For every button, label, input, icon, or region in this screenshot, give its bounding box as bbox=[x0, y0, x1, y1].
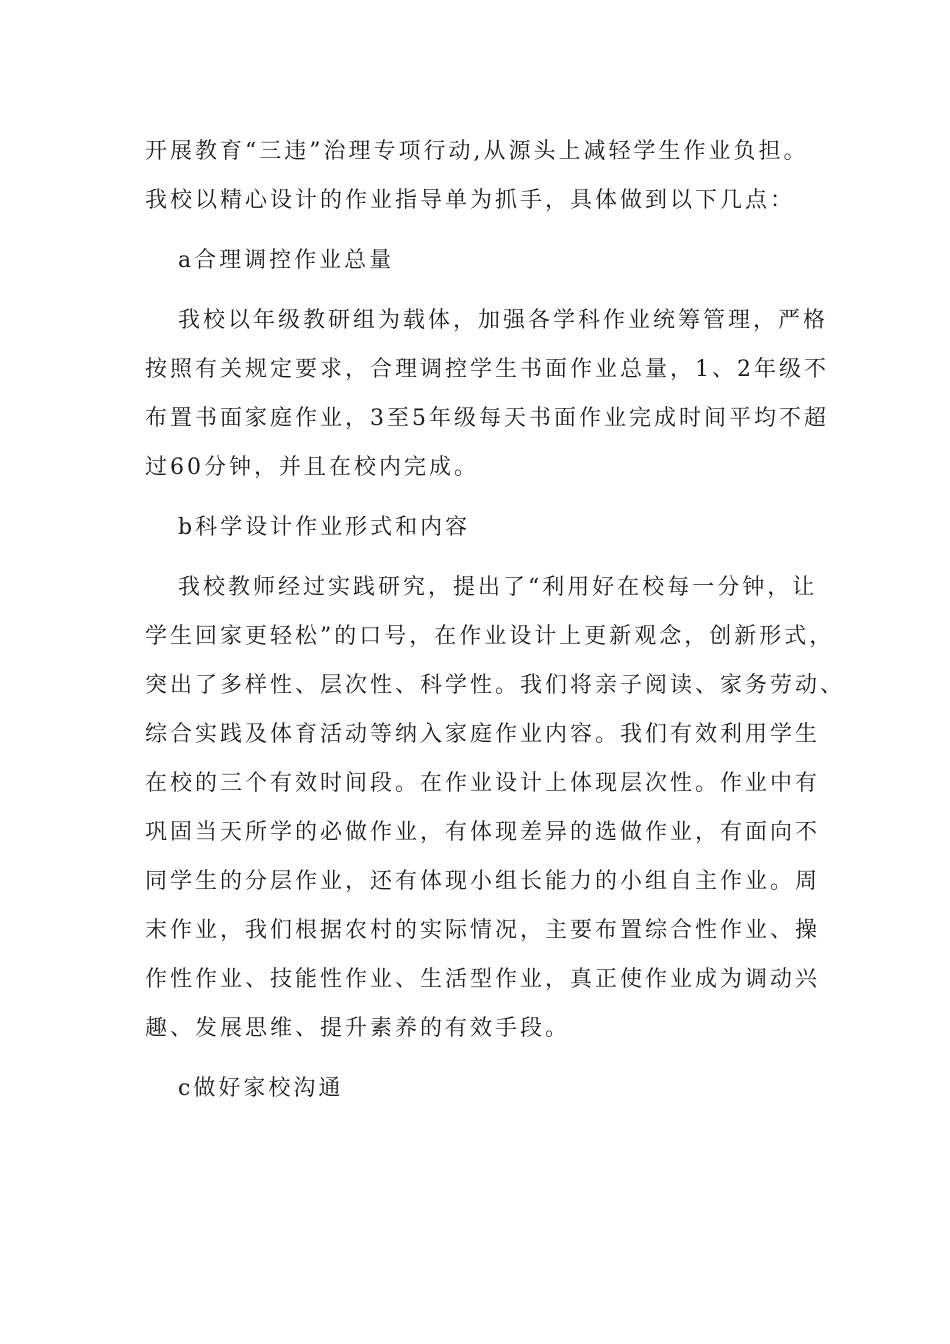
section-heading-a: a合理调控作业总量 bbox=[178, 248, 395, 273]
paragraph-line: 按照有关规定要求，合理调控学生书面作业总量，1、2年级不 bbox=[145, 357, 829, 382]
paragraph-line: 作性作业、技能性作业、生活型作业，真正使作业成为调动兴 bbox=[145, 967, 821, 992]
paragraph-line: 同学生的分层作业，还有体现小组长能力的小组自主作业。周 bbox=[145, 869, 821, 894]
paragraph-line: 突出了多样性、层次性、科学性。我们将亲子阅读、家务劳动、 bbox=[145, 673, 846, 698]
paragraph-line: 趣、发展思维、提升素养的有效手段。 bbox=[145, 1016, 571, 1041]
paragraph-line: 末作业，我们根据农村的实际情况，主要布置综合性作业、操 bbox=[145, 918, 821, 943]
section-heading-c: c做好家校沟通 bbox=[178, 1076, 344, 1101]
paragraph-line: 过60分钟，并且在校内完成。 bbox=[145, 455, 479, 480]
paragraph-line: 布置书面家庭作业，3至5年级每天书面作业完成时间平均不超 bbox=[145, 406, 829, 431]
paragraph-line: 在校的三个有效时间段。在作业设计上体现层次性。作业中有 bbox=[145, 771, 821, 796]
paragraph-line: 我校以精心设计的作业指导单为抓手，具体做到以下几点： bbox=[145, 188, 796, 213]
section-heading-b: b科学设计作业形式和内容 bbox=[178, 515, 471, 540]
paragraph-line: 学生回家更轻松”的口号，在作业设计上更新观念，创新形式， bbox=[145, 624, 835, 649]
paragraph-line: 巩固当天所学的必做作业，有体现差异的选做作业，有面向不 bbox=[145, 820, 821, 845]
paragraph-line: 我校以年级教研组为载体，加强各学科作业统筹管理，严格 bbox=[178, 308, 829, 333]
paragraph-line: 综合实践及体育活动等纳入家庭作业内容。我们有效利用学生 bbox=[145, 722, 821, 747]
paragraph-line: 开展教育“三违”治理专项行动,从源头上减轻学生作业负担。 bbox=[145, 139, 809, 164]
paragraph-line: 我校教师经过实践研究，提出了“利用好在校每一分钟，让 bbox=[178, 575, 818, 600]
